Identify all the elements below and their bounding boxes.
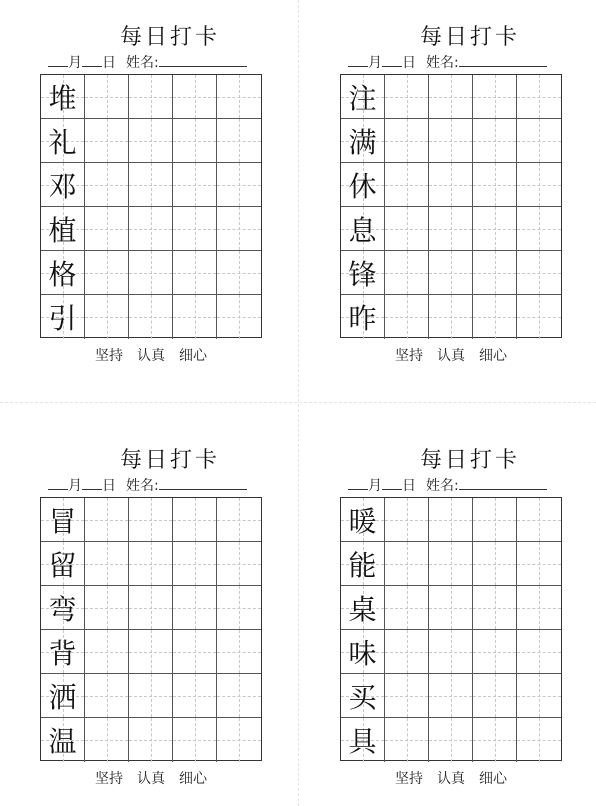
practice-cell[interactable] bbox=[217, 674, 261, 718]
date-name-line bbox=[348, 52, 596, 70]
practice-cell[interactable] bbox=[173, 674, 217, 718]
practice-cell[interactable] bbox=[85, 251, 129, 295]
model-character-cell bbox=[341, 586, 385, 630]
practice-cell[interactable] bbox=[473, 163, 517, 207]
model-character-cell bbox=[341, 75, 385, 119]
practice-cell[interactable] bbox=[429, 75, 473, 119]
practice-cell[interactable] bbox=[217, 119, 261, 163]
practice-cell[interactable] bbox=[385, 295, 429, 339]
model-character-cell bbox=[341, 119, 385, 163]
grid-row bbox=[41, 498, 261, 542]
practice-cell[interactable] bbox=[473, 75, 517, 119]
practice-cell[interactable] bbox=[473, 119, 517, 163]
model-character-cell bbox=[41, 674, 85, 718]
card-title: 每日打卡 bbox=[419, 25, 520, 50]
grid-row bbox=[341, 163, 561, 207]
practice-cell[interactable] bbox=[217, 75, 261, 119]
model-character-cell bbox=[41, 542, 85, 586]
model-character-cell bbox=[41, 75, 85, 119]
practice-cell[interactable] bbox=[429, 630, 473, 674]
practice-cell[interactable] bbox=[429, 498, 473, 542]
model-character-cell bbox=[41, 207, 85, 251]
practice-cell[interactable] bbox=[129, 586, 173, 630]
model-character-cell bbox=[41, 586, 85, 630]
model-character-cell bbox=[341, 718, 385, 762]
motto-line bbox=[40, 768, 262, 788]
practice-cell[interactable] bbox=[429, 295, 473, 339]
practice-cell[interactable] bbox=[429, 207, 473, 251]
practice-cell[interactable] bbox=[173, 630, 217, 674]
practice-cell[interactable] bbox=[85, 542, 129, 586]
practice-cell[interactable] bbox=[173, 586, 217, 630]
model-character: 暖 bbox=[348, 504, 377, 538]
date-name-line bbox=[48, 475, 300, 493]
day-label: 日 bbox=[402, 55, 416, 71]
name-blank[interactable] bbox=[459, 53, 547, 67]
grid-row bbox=[41, 630, 261, 674]
practice-cell[interactable] bbox=[385, 498, 429, 542]
card-title: 每日打卡 bbox=[119, 25, 220, 50]
practice-cell[interactable] bbox=[517, 630, 561, 674]
motto-word: 认真 bbox=[137, 771, 165, 787]
model-character: 格 bbox=[48, 257, 77, 291]
grid-row bbox=[341, 75, 561, 119]
practice-cell[interactable] bbox=[173, 163, 217, 207]
practice-cell[interactable] bbox=[429, 119, 473, 163]
practice-card bbox=[40, 423, 300, 803]
date-name-line bbox=[348, 475, 596, 493]
practice-cell[interactable] bbox=[217, 295, 261, 339]
model-character-cell bbox=[341, 498, 385, 542]
grid-row bbox=[41, 542, 261, 586]
grid-row bbox=[341, 498, 561, 542]
name-label: 姓名: bbox=[426, 55, 459, 71]
practice-cell[interactable] bbox=[429, 163, 473, 207]
practice-cell[interactable] bbox=[429, 542, 473, 586]
model-character-cell bbox=[341, 542, 385, 586]
practice-cell[interactable] bbox=[517, 75, 561, 119]
day-blank[interactable] bbox=[382, 53, 402, 67]
model-character: 桌 bbox=[348, 592, 377, 626]
practice-cell[interactable] bbox=[517, 251, 561, 295]
grid-row bbox=[341, 119, 561, 163]
motto-word: 认真 bbox=[437, 771, 465, 787]
name-blank[interactable] bbox=[159, 53, 247, 67]
practice-cell[interactable] bbox=[385, 119, 429, 163]
practice-cell[interactable] bbox=[385, 542, 429, 586]
month-blank[interactable] bbox=[348, 476, 368, 490]
model-character: 邓 bbox=[48, 169, 77, 203]
model-character-cell bbox=[341, 207, 385, 251]
grid-row bbox=[341, 718, 561, 762]
model-character: 留 bbox=[48, 548, 77, 582]
grid-row bbox=[41, 75, 261, 119]
practice-cell[interactable] bbox=[129, 630, 173, 674]
practice-cell[interactable] bbox=[217, 542, 261, 586]
practice-cell[interactable] bbox=[85, 163, 129, 207]
page-divider-horizontal bbox=[0, 402, 596, 403]
model-character: 锋 bbox=[348, 257, 377, 291]
practice-cell[interactable] bbox=[129, 75, 173, 119]
practice-cell[interactable] bbox=[85, 586, 129, 630]
model-character: 息 bbox=[348, 213, 377, 247]
card-title: 每日打卡 bbox=[119, 448, 220, 473]
practice-cell[interactable] bbox=[217, 251, 261, 295]
model-character-cell bbox=[41, 251, 85, 295]
name-label: 姓名: bbox=[126, 55, 159, 71]
name-label: 姓名: bbox=[126, 478, 159, 494]
model-character-cell bbox=[341, 251, 385, 295]
practice-cell[interactable] bbox=[473, 718, 517, 762]
grid-row bbox=[41, 674, 261, 718]
practice-cell[interactable] bbox=[217, 498, 261, 542]
model-character: 引 bbox=[48, 302, 77, 335]
practice-cell[interactable] bbox=[129, 498, 173, 542]
practice-cell[interactable] bbox=[385, 207, 429, 251]
practice-cell[interactable] bbox=[473, 251, 517, 295]
grid-row bbox=[341, 542, 561, 586]
model-character: 味 bbox=[348, 636, 377, 670]
practice-cell[interactable] bbox=[217, 163, 261, 207]
practice-cell[interactable] bbox=[385, 163, 429, 207]
model-character: 具 bbox=[348, 725, 377, 758]
practice-cell[interactable] bbox=[85, 295, 129, 339]
model-character: 堆 bbox=[48, 81, 77, 115]
practice-cell[interactable] bbox=[129, 163, 173, 207]
motto-word: 细心 bbox=[479, 771, 507, 787]
grid-row bbox=[41, 295, 261, 339]
model-character-cell bbox=[41, 163, 85, 207]
practice-cell[interactable] bbox=[517, 119, 561, 163]
model-character-cell bbox=[41, 498, 85, 542]
practice-cell[interactable] bbox=[129, 295, 173, 339]
practice-cell[interactable] bbox=[517, 207, 561, 251]
model-character: 昨 bbox=[348, 302, 377, 335]
writing-grid bbox=[340, 497, 562, 761]
practice-cell[interactable] bbox=[217, 586, 261, 630]
date-name-line bbox=[48, 52, 300, 70]
practice-cell[interactable] bbox=[173, 119, 217, 163]
practice-cell[interactable] bbox=[517, 542, 561, 586]
model-character: 满 bbox=[348, 125, 377, 159]
practice-cell[interactable] bbox=[473, 630, 517, 674]
model-character: 能 bbox=[348, 548, 377, 582]
practice-cell[interactable] bbox=[217, 207, 261, 251]
model-character: 植 bbox=[48, 213, 77, 247]
card-title: 每日打卡 bbox=[419, 448, 520, 473]
practice-cell[interactable] bbox=[473, 498, 517, 542]
practice-cell[interactable] bbox=[217, 718, 261, 762]
model-character-cell bbox=[341, 674, 385, 718]
motto-word: 细心 bbox=[479, 348, 507, 364]
writing-grid bbox=[340, 74, 562, 338]
name-label: 姓名: bbox=[426, 478, 459, 494]
model-character-cell bbox=[41, 630, 85, 674]
model-character: 礼 bbox=[48, 125, 77, 159]
practice-cell[interactable] bbox=[217, 630, 261, 674]
model-character: 冒 bbox=[48, 504, 77, 538]
day-blank[interactable] bbox=[382, 476, 402, 490]
practice-cell[interactable] bbox=[473, 542, 517, 586]
motto-word: 认真 bbox=[137, 348, 165, 364]
motto-line bbox=[40, 345, 262, 365]
model-character: 温 bbox=[48, 725, 77, 758]
motto-line bbox=[340, 768, 562, 788]
name-blank[interactable] bbox=[459, 476, 547, 490]
month-label: 月 bbox=[368, 55, 382, 71]
motto-word: 细心 bbox=[179, 771, 207, 787]
model-character-cell bbox=[341, 630, 385, 674]
model-character: 背 bbox=[48, 636, 77, 670]
model-character: 买 bbox=[348, 680, 377, 714]
month-blank[interactable] bbox=[348, 53, 368, 67]
practice-cell[interactable] bbox=[473, 586, 517, 630]
practice-cell[interactable] bbox=[517, 163, 561, 207]
day-blank[interactable] bbox=[82, 53, 102, 67]
practice-cell[interactable] bbox=[85, 207, 129, 251]
practice-cell[interactable] bbox=[385, 586, 429, 630]
practice-cell[interactable] bbox=[429, 718, 473, 762]
practice-cell[interactable] bbox=[129, 251, 173, 295]
practice-cell[interactable] bbox=[429, 674, 473, 718]
practice-card bbox=[40, 0, 300, 380]
grid-row bbox=[341, 674, 561, 718]
practice-cell[interactable] bbox=[85, 119, 129, 163]
motto-word: 认真 bbox=[437, 348, 465, 364]
practice-cell[interactable] bbox=[517, 498, 561, 542]
practice-cell[interactable] bbox=[85, 630, 129, 674]
grid-row bbox=[41, 207, 261, 251]
model-character: 洒 bbox=[48, 680, 77, 714]
month-label: 月 bbox=[68, 478, 82, 494]
grid-row bbox=[41, 119, 261, 163]
practice-cell[interactable] bbox=[129, 674, 173, 718]
model-character: 休 bbox=[348, 169, 377, 203]
practice-cell[interactable] bbox=[385, 718, 429, 762]
grid-row bbox=[41, 586, 261, 630]
practice-cell[interactable] bbox=[385, 251, 429, 295]
writing-grid bbox=[40, 497, 262, 761]
practice-cell[interactable] bbox=[85, 498, 129, 542]
motto-line bbox=[340, 345, 562, 365]
model-character-cell bbox=[341, 295, 385, 339]
practice-cell[interactable] bbox=[385, 674, 429, 718]
model-character: 弯 bbox=[48, 592, 77, 626]
month-blank[interactable] bbox=[48, 53, 68, 67]
day-label: 日 bbox=[102, 55, 116, 71]
month-label: 月 bbox=[368, 478, 382, 494]
practice-cell[interactable] bbox=[517, 674, 561, 718]
practice-cell[interactable] bbox=[517, 586, 561, 630]
model-character: 注 bbox=[348, 81, 377, 115]
grid-row bbox=[341, 295, 561, 339]
practice-cell[interactable] bbox=[385, 630, 429, 674]
month-label: 月 bbox=[68, 55, 82, 71]
grid-row bbox=[41, 163, 261, 207]
practice-cell[interactable] bbox=[173, 295, 217, 339]
practice-cell[interactable] bbox=[173, 498, 217, 542]
model-character-cell bbox=[341, 163, 385, 207]
practice-cell[interactable] bbox=[129, 119, 173, 163]
grid-row bbox=[41, 718, 261, 762]
practice-cell[interactable] bbox=[473, 674, 517, 718]
practice-cell[interactable] bbox=[517, 295, 561, 339]
model-character-cell bbox=[41, 718, 85, 762]
practice-cell[interactable] bbox=[173, 542, 217, 586]
practice-cell[interactable] bbox=[473, 295, 517, 339]
grid-row bbox=[341, 207, 561, 251]
grid-row bbox=[341, 630, 561, 674]
motto-word: 坚持 bbox=[395, 771, 423, 787]
day-blank[interactable] bbox=[82, 476, 102, 490]
practice-cell[interactable] bbox=[473, 207, 517, 251]
motto-word: 坚持 bbox=[395, 348, 423, 364]
practice-card bbox=[340, 423, 596, 803]
practice-cell[interactable] bbox=[129, 542, 173, 586]
day-label: 日 bbox=[102, 478, 116, 494]
practice-cell[interactable] bbox=[173, 718, 217, 762]
writing-grid bbox=[40, 74, 262, 338]
motto-word: 坚持 bbox=[95, 771, 123, 787]
practice-card bbox=[340, 0, 596, 380]
practice-cell[interactable] bbox=[517, 718, 561, 762]
practice-cell[interactable] bbox=[173, 75, 217, 119]
practice-cell[interactable] bbox=[85, 718, 129, 762]
month-blank[interactable] bbox=[48, 476, 68, 490]
grid-row bbox=[341, 251, 561, 295]
practice-cell[interactable] bbox=[385, 75, 429, 119]
practice-cell[interactable] bbox=[173, 207, 217, 251]
practice-cell[interactable] bbox=[173, 251, 217, 295]
practice-cell[interactable] bbox=[85, 674, 129, 718]
grid-row bbox=[41, 251, 261, 295]
name-blank[interactable] bbox=[159, 476, 247, 490]
motto-word: 坚持 bbox=[95, 348, 123, 364]
model-character-cell bbox=[41, 295, 85, 339]
day-label: 日 bbox=[402, 478, 416, 494]
model-character-cell bbox=[41, 119, 85, 163]
practice-cell[interactable] bbox=[429, 251, 473, 295]
grid-row bbox=[341, 586, 561, 630]
motto-word: 细心 bbox=[179, 348, 207, 364]
practice-cell[interactable] bbox=[129, 207, 173, 251]
practice-cell[interactable] bbox=[429, 586, 473, 630]
practice-cell[interactable] bbox=[85, 75, 129, 119]
practice-cell[interactable] bbox=[129, 718, 173, 762]
